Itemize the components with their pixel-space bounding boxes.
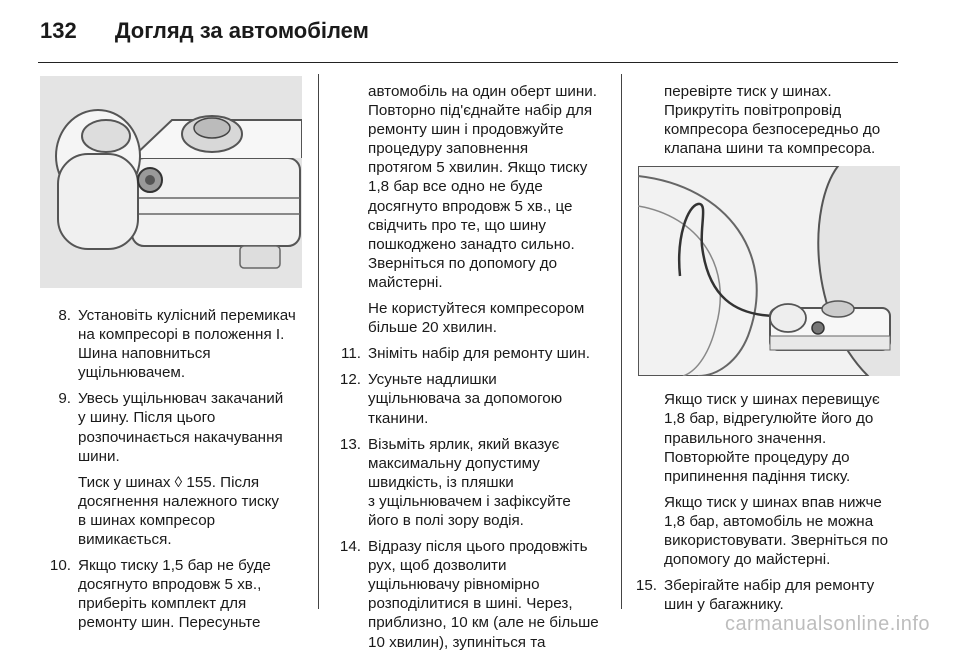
list-item-12: 12. Усуньте надлишки ущільнювача за допомогою тканини. [339,371,563,427]
list-item-15: 15. Зберігайте набір для ремонту шин у багажнику. [635,577,875,614]
tire-compressor-illustration [638,166,900,376]
paragraph: Не користуйтеся компресором більше 20 хвилин. [368,300,585,337]
column-divider [621,74,622,609]
column-1 [40,76,302,633]
list-item-9: 9. Увесь ущільнювач закачаний у шину. Після цього розпочинається накачування шини. [58,390,284,465]
header-rule [38,62,898,63]
paragraph: Тиск у шинах ◊ 155. Після досягнення належного тиску в шинах компресор вимикається. [78,473,279,549]
page-number: 132 [40,18,77,43]
list-item-14: 14. Відразу після цього продовжіть рух, щоб дозволити ущільнювачу рівномірно розподілитися в шині. Через, приблизно, 10 км (але не більше 10 хвилин), зупиніться та [339,538,599,651]
column-3 [635,82,900,614]
page-header [40,18,369,44]
list-item-10: 10. Якщо тиску 1,5 бар не буде досягнуто впродовж 5 хв., приберіть комплект для ремонту шин. Пересуньте [49,557,271,632]
page-title: Догляд за автомобілем [114,18,369,43]
paragraph: Якщо тиск у шинах впав нижче 1,8 бар, автомобіль не можна використовувати. Зверніться по допомогу до майстерні. [664,493,889,569]
paragraph: Якщо тиск у шинах перевищує 1,8 бар, відрегулюйте його до правильного значення. Повторюйте процедуру до припинення падіння тиску. [664,391,880,485]
list-item-8: 8. Установіть кулісний перемикач на компресорі в положення I. Шина наповниться ущільнювачем. [58,307,296,382]
column-divider [318,74,319,609]
list-item-13: 13. Візьміть ярлик, який вказує максимальну допустиму швидкість, із пляшки з ущільнювачем і зафіксуйте його в полі зору водія. [339,435,571,529]
paragraph: перевірте тиск у шинах. Прикрутіть повітропровід компресора безпосередньо до клапана шини та компресора. [664,83,881,158]
list-item-11: 11. Зніміть набір для ремонту шин. [341,345,590,363]
column-2 [330,82,605,652]
compressor-illustration [40,76,302,288]
paragraph: автомобіль на один оберт шини. Повторно під'єднайте набір для ремонту шин і продовжуйте процедуру заповнення протягом 5 хвилин. Якщо тиску 1,8 бар все одно не буде досягнуто впродовж 5 хв., це свідчить про те, що шину пошкоджено занадто сильно. Зверніться по допомогу до майстерні. [368,83,597,291]
watermark: carmanualsonline.info [724,613,930,635]
